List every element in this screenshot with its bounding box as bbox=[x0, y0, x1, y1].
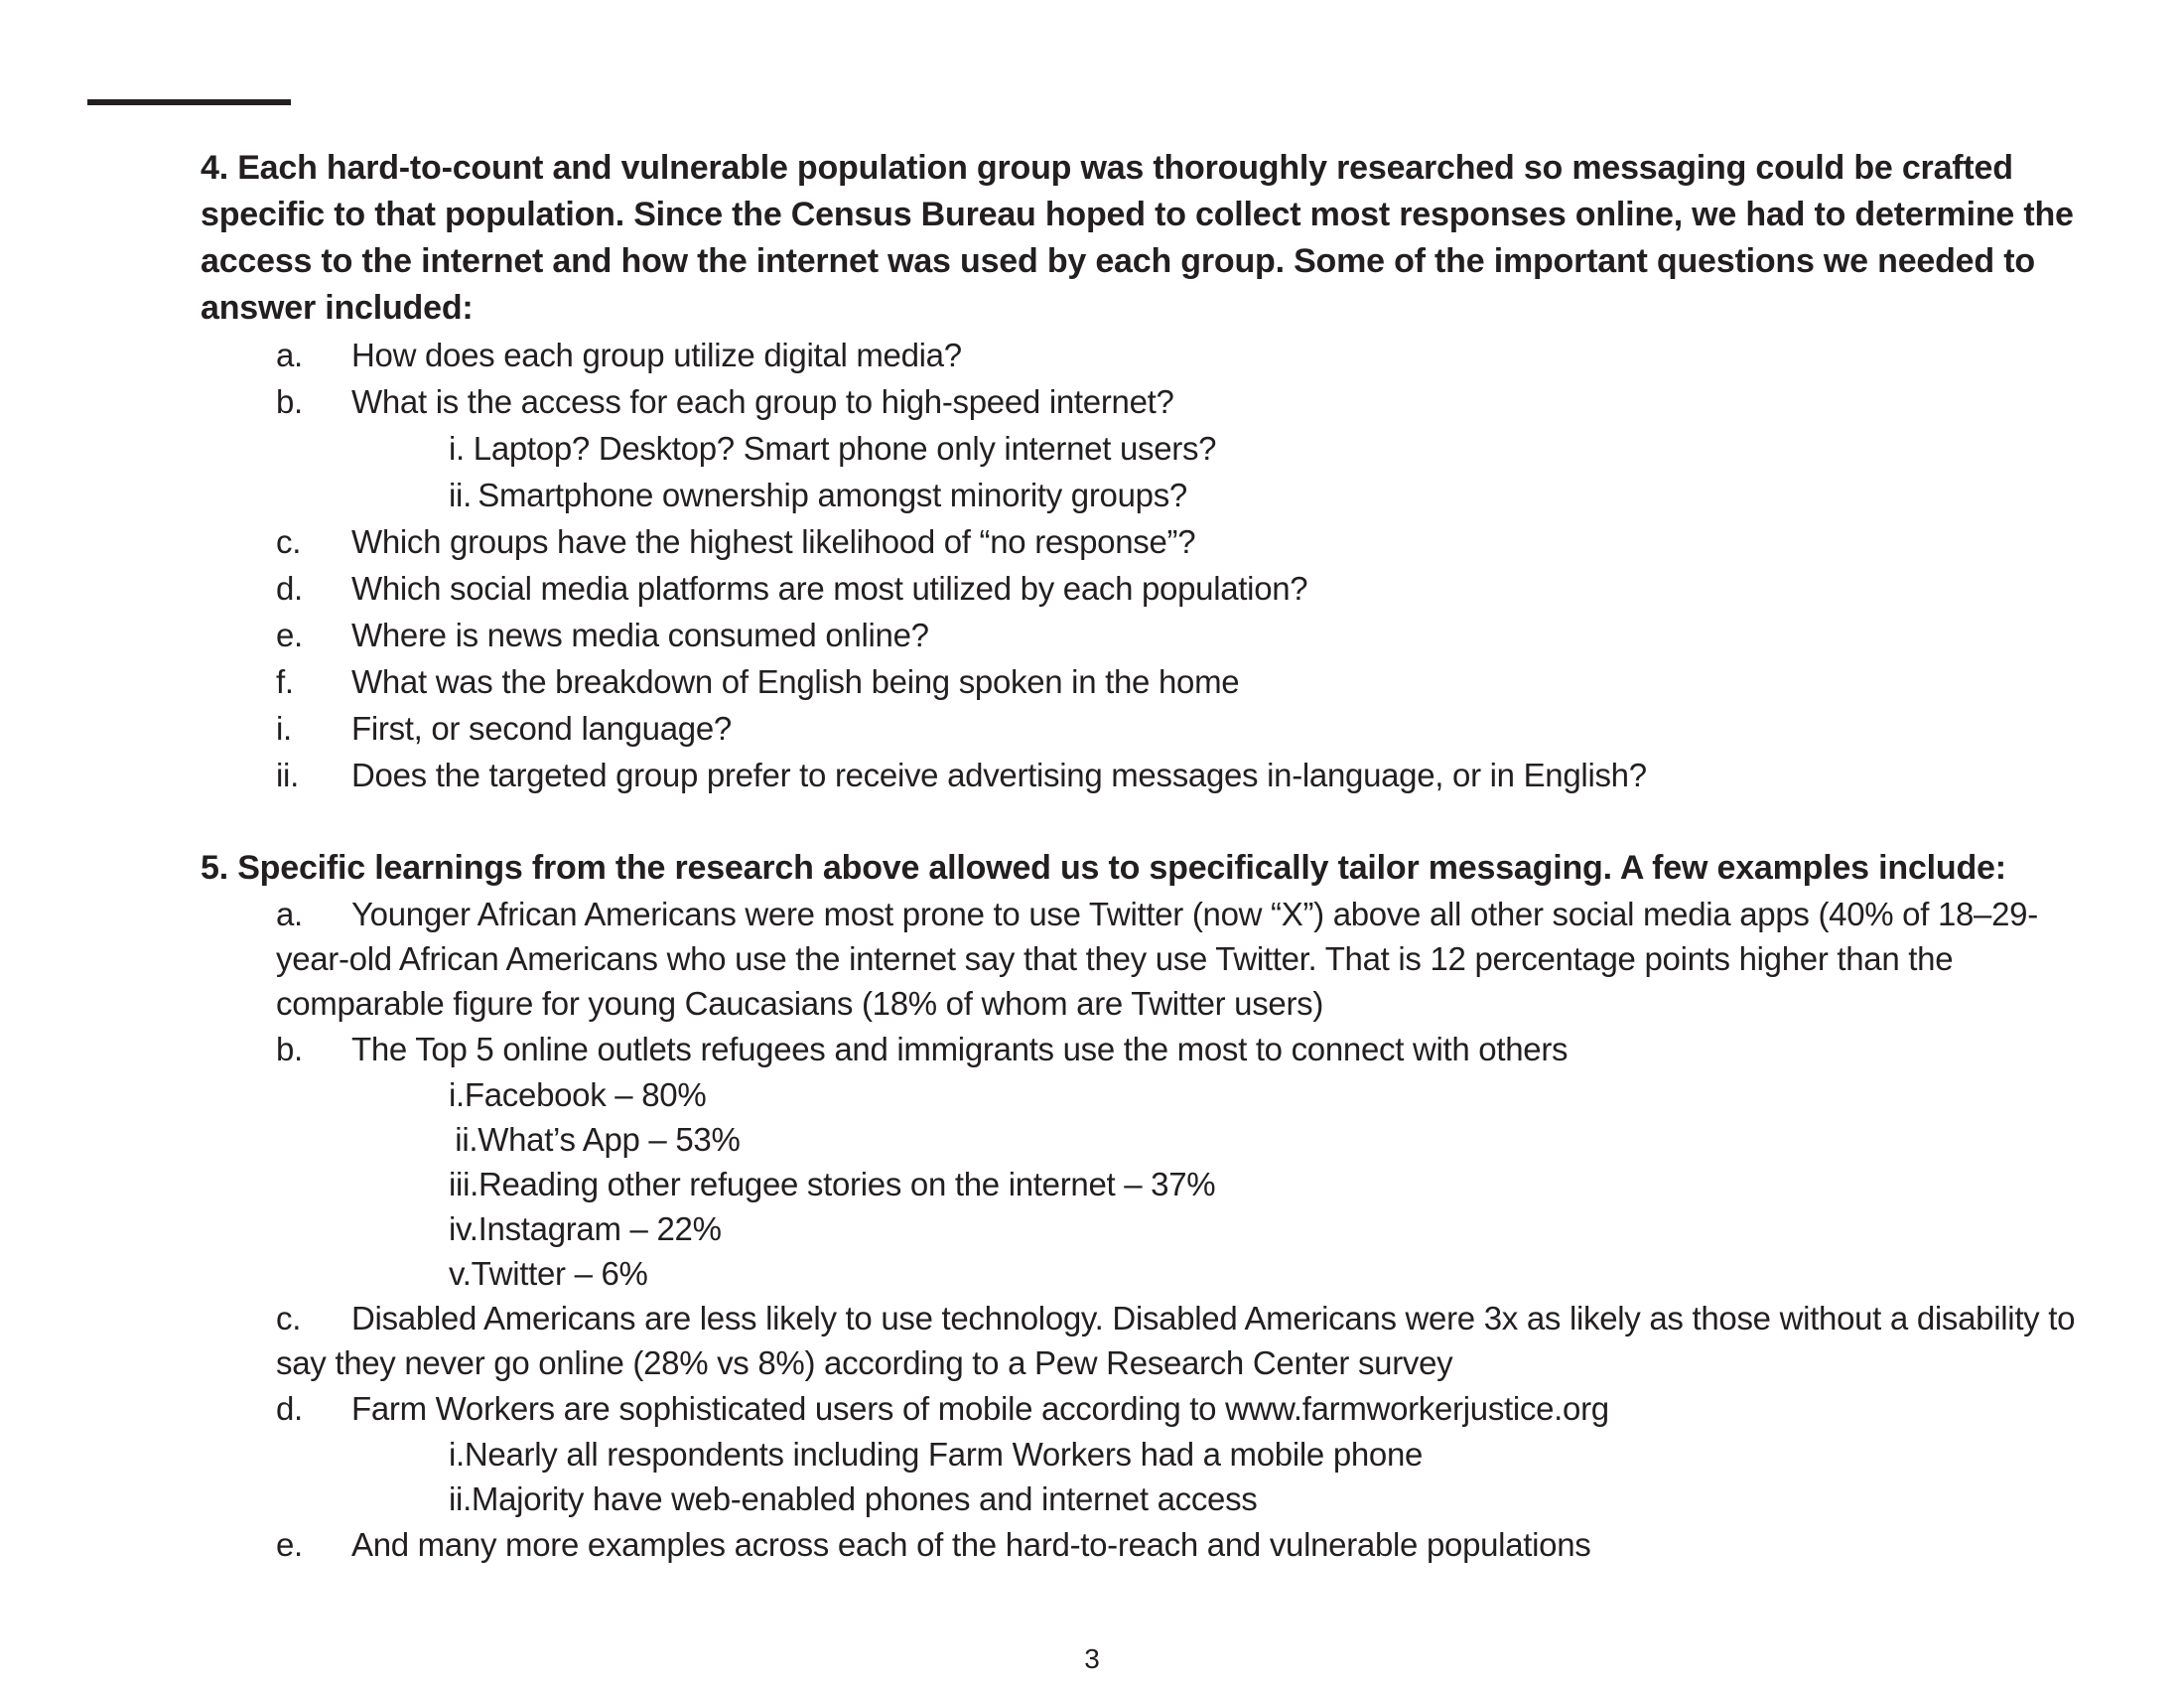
list-marker: e. bbox=[276, 1526, 303, 1563]
sub-list-item: i.Facebook – 80% bbox=[449, 1076, 707, 1113]
sub-list-item: iv.Instagram – 22% bbox=[449, 1210, 722, 1247]
list-item-text: Farm Workers are sophisticated users of mobile according to www.farmworkerjustice.org bbox=[351, 1390, 1609, 1427]
list-item bbox=[201, 518, 2107, 565]
list-item-text: Younger African Americans were most prone to use Twitter (now “X”) above all other social media apps (40% of 18–29-year-old African Americans who use the internet say that they use Twitter. That is 12 percentage points higher than the comparable figure for young Caucasians (18% of whom are Twitter users) bbox=[276, 896, 2038, 1022]
list-marker: b. bbox=[276, 383, 303, 420]
list-item bbox=[201, 378, 2107, 425]
list-item-text: What was the breakdown of English being spoken in the home bbox=[351, 663, 1240, 700]
list-item bbox=[201, 1521, 2107, 1568]
list-item bbox=[201, 1296, 2107, 1385]
top-rule bbox=[87, 99, 291, 105]
list-marker: d. bbox=[276, 1390, 303, 1427]
list-item-text: Which groups have the highest likelihood of “no response”? bbox=[351, 523, 1196, 560]
list-marker: e. bbox=[276, 617, 303, 653]
page-number: 3 bbox=[1084, 1643, 1100, 1674]
list-item-text: How does each group utilize digital media? bbox=[351, 337, 962, 373]
list-item-text: First, or second language? bbox=[351, 710, 732, 747]
list-marker: i. bbox=[276, 710, 292, 747]
sub-list-item: iii.Reading other refugee stories on the internet – 37% bbox=[449, 1166, 1216, 1202]
list-item-text: Where is news media consumed online? bbox=[351, 617, 929, 653]
list-item bbox=[201, 892, 2107, 1026]
list-item bbox=[201, 565, 2107, 612]
list-item bbox=[201, 752, 2107, 798]
sub-list-item: v.Twitter – 6% bbox=[449, 1255, 648, 1292]
section-4-heading: 4. Each hard-to-count and vulnerable population group was thoroughly researched so messaging could be crafted specific to that population. Since the Census Bureau hoped to collect most responses online, we had to determine the access to the internet and how the internet was used by each group. Some of the important questions we needed to answer included: bbox=[201, 149, 2074, 327]
list-item bbox=[201, 1385, 2107, 1432]
sub-list-item: i. Laptop? Desktop? Smart phone only internet users? bbox=[449, 430, 1217, 467]
list-marker: d. bbox=[276, 570, 303, 607]
list-item-text: Disabled Americans are less likely to use technology. Disabled Americans were 3x as likely as those without a disability to say they never go online (28% vs 8%) according to a Pew Research Center survey bbox=[276, 1300, 2076, 1381]
list-item-text: And many more examples across each of the hard-to-reach and vulnerable populations bbox=[351, 1526, 1591, 1563]
list-item bbox=[201, 1026, 2107, 1072]
list-item-text: What is the access for each group to high-speed internet? bbox=[351, 383, 1174, 420]
list-marker: f. bbox=[276, 663, 294, 700]
list-item bbox=[201, 612, 2107, 658]
sub-list-item: ii. Smartphone ownership amongst minority groups? bbox=[449, 477, 1187, 513]
list-marker: b. bbox=[276, 1031, 303, 1067]
section-4-list bbox=[201, 332, 2107, 798]
section-5-heading: 5. Specific learnings from the research above allowed us to specifically tailor messaging. A few examples include: bbox=[201, 849, 2006, 887]
list-item-text: The Top 5 online outlets refugees and immigrants use the most to connect with others bbox=[351, 1031, 1569, 1067]
list-marker: ii. bbox=[276, 757, 299, 793]
sub-list-item: ii.Majority have web-enabled phones and internet access bbox=[449, 1480, 1258, 1517]
list-item-text: Which social media platforms are most utilized by each population? bbox=[351, 570, 1308, 607]
section-5-list bbox=[201, 892, 2107, 1568]
list-item bbox=[201, 658, 2107, 705]
list-marker: c. bbox=[276, 1300, 302, 1336]
list-marker: a. bbox=[276, 896, 303, 932]
list-item bbox=[201, 705, 2107, 752]
sub-list-item: i.Nearly all respondents including Farm Workers had a mobile phone bbox=[449, 1436, 1424, 1473]
list-item bbox=[201, 332, 2107, 378]
list-marker: a. bbox=[276, 337, 303, 373]
document-body bbox=[201, 145, 2107, 1568]
list-marker: c. bbox=[276, 523, 302, 560]
sub-list-item: ii.What’s App – 53% bbox=[449, 1121, 741, 1158]
list-item-text: Does the targeted group prefer to receive advertising messages in-language, or in English? bbox=[351, 757, 1647, 793]
